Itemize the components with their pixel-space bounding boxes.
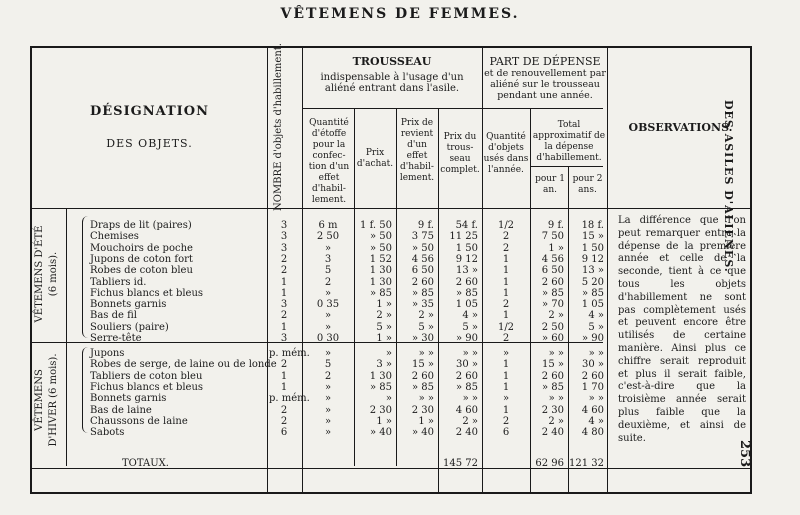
row-cell-q: » <box>324 415 332 427</box>
row-cell-pt: 2 » <box>462 415 478 427</box>
row-cell-pt: 13 » <box>455 265 478 277</box>
row-cell-pa: » 50 <box>369 242 392 254</box>
observation-text: La différence que l'on peut remarquer entre la dépense de la première année et celle de la seconde, tient à ce que tous les objets d'habillement ne sont pas complètement usés et peuvent encore être utilisés de certaine manière. Ainsi plus ce chiffre serait reproduit et plus il serait faible, c'est-à-dire que la troisième année serait plus faible que la deuxième, et ainsi de suite. <box>618 215 746 444</box>
row-cell-pt: 54 f. <box>455 220 478 231</box>
totals-row <box>32 458 754 469</box>
row-cell-pr: 5 » <box>418 321 434 333</box>
totals-label: TOTAUX. <box>122 458 169 469</box>
row-cell-q: » <box>324 321 332 333</box>
row-cell-a1: 2 60 <box>541 370 564 382</box>
header-rule <box>302 108 603 109</box>
row-cell-pa: 3 » <box>376 359 392 371</box>
row-cell-q: 2 <box>324 276 332 288</box>
row-cell-q: 6 m <box>318 220 338 231</box>
header-quantite: Quantité d'étoffe pour la confec- tion d'un effet d'habil- lement. <box>308 118 350 205</box>
row-cell-pr: 4 56 <box>411 253 434 265</box>
row-cell-a2: 1 70 <box>581 381 604 393</box>
row-designation: Tabliers de coton bleu <box>90 370 203 382</box>
header-trousseau-sub: indispensable à l'usage d'un aliéné entrant dans l'asile. <box>320 72 464 94</box>
row-designation: Bas de laine <box>90 404 152 416</box>
row-cell-n: 1 <box>280 287 288 299</box>
row-cell-qu: 1 <box>502 265 510 277</box>
row-cell-a2: 1 05 <box>581 299 604 311</box>
row-cell-qu: 6 <box>502 427 510 439</box>
row-cell-pr: 2 » <box>418 310 434 322</box>
row-designation: Mouchoirs de poche <box>90 242 193 254</box>
row-cell-pt: 2 40 <box>455 427 478 439</box>
row-cell-pt: » 90 <box>455 333 478 344</box>
row-cell-n: 2 <box>280 310 288 322</box>
row-cell-a2: 2 60 <box>581 370 604 382</box>
row-cell-pa: 1 30 <box>369 265 392 277</box>
totals-pour-1: 62 96 <box>535 458 564 469</box>
row-cell-pr: 3 75 <box>411 231 434 243</box>
row-cell-a1: » 85 <box>541 287 564 299</box>
page-title: VÊTEMENS DE FEMMES. <box>280 6 520 22</box>
row-cell-n: 3 <box>280 220 288 231</box>
row-cell-a1: 2 30 <box>541 404 564 416</box>
row-cell-a2: » » <box>588 393 604 405</box>
row-cell-a2: 18 f. <box>581 220 604 231</box>
row-cell-n: p. mém. <box>269 393 310 405</box>
row-cell-qu: 1 <box>502 287 510 299</box>
row-cell-q: » <box>324 348 332 359</box>
row-cell-qu: » <box>502 348 510 359</box>
row-cell-pa: » <box>385 348 392 359</box>
header-prix-trousseau: Prix du trous- seau complet. <box>440 132 480 175</box>
row-cell-q: » <box>324 381 332 393</box>
row-cell-pr: 6 50 <box>411 265 434 277</box>
row-cell-qu: 1 <box>502 404 510 416</box>
row-cell-qu: 2 <box>502 242 510 254</box>
row-cell-a1: » » <box>548 393 564 405</box>
row-designation: Souliers (paire) <box>90 321 169 333</box>
row-cell-q: 5 <box>324 265 332 277</box>
row-cell-pa: » 50 <box>369 231 392 243</box>
row-cell-q: 5 <box>324 359 332 371</box>
row-cell-q: 2 <box>324 370 332 382</box>
row-cell-pt: 11 25 <box>449 231 478 243</box>
row-cell-n: 2 <box>280 253 288 265</box>
row-cell-a2: 5 » <box>588 321 604 333</box>
row-cell-q: 0 35 <box>316 299 340 311</box>
page-number: 253 <box>737 440 752 468</box>
row-cell-q: » <box>324 404 332 416</box>
row-cell-qu: 1 <box>502 381 510 393</box>
row-cell-pt: » » <box>462 348 478 359</box>
header-nombre: NOMBRE d'objets d'habillement. <box>273 43 284 211</box>
row-designation: Bas de fil <box>90 310 137 322</box>
row-cell-qu: » <box>502 393 510 405</box>
row-cell-a1: 2 40 <box>541 427 564 439</box>
row-cell-pr: » 35 <box>411 299 434 311</box>
row-cell-pr: » 85 <box>411 287 434 299</box>
row-cell-pr: » » <box>418 393 434 405</box>
row-cell-qu: 1 <box>502 310 510 322</box>
row-cell-a2: 4 80 <box>581 427 604 439</box>
row-cell-n: 2 <box>280 359 288 371</box>
row-designation: Chemises <box>90 231 139 243</box>
row-cell-qu: 2 <box>502 415 510 427</box>
header-prix-achat: Prix d'achat. <box>356 148 394 169</box>
row-cell-a1: 4 56 <box>541 253 564 265</box>
row-cell-n: 3 <box>280 333 288 344</box>
row-cell-a1: 9 f. <box>547 220 564 231</box>
row-designation: Robes de coton bleu <box>90 265 193 277</box>
row-cell-q: » <box>324 242 332 254</box>
row-cell-a1: » 60 <box>541 333 564 344</box>
row-cell-pa: 2 » <box>376 310 392 322</box>
row-cell-pr: » » <box>418 348 434 359</box>
row-cell-a2: » 85 <box>581 287 604 299</box>
header-designation: DÉSIGNATION <box>90 104 209 119</box>
row-cell-pr: » 40 <box>411 427 434 439</box>
row-cell-pr: 2 60 <box>411 276 434 288</box>
header-quantite-usee: Quantité d'objets usés dans l'année. <box>483 132 529 175</box>
row-cell-a2: 15 » <box>581 231 604 243</box>
row-designation: Bonnets garnis <box>90 393 167 405</box>
row-cell-pa: 1 30 <box>369 276 392 288</box>
row-cell-a1: » » <box>548 348 564 359</box>
row-cell-n: 3 <box>280 299 288 311</box>
totals-pour-2: 121 32 <box>569 458 604 469</box>
header-pour-1: pour 1 an. <box>535 174 565 195</box>
row-cell-pt: » 85 <box>455 287 478 299</box>
row-designation: Sabots <box>90 427 125 439</box>
row-cell-pa: 1 30 <box>369 370 392 382</box>
row-cell-n: 6 <box>280 427 288 439</box>
row-cell-a1: » 85 <box>541 381 564 393</box>
header-rule <box>32 208 750 209</box>
row-cell-pa: 1 » <box>376 333 392 344</box>
row-cell-a1: 2 60 <box>541 276 564 288</box>
row-cell-a2: 4 60 <box>581 404 604 416</box>
row-cell-n: 3 <box>280 242 288 254</box>
row-cell-qu: 1 <box>502 253 510 265</box>
row-cell-a1: » 70 <box>541 299 564 311</box>
row-cell-a2: 4 » <box>588 415 604 427</box>
row-cell-a2: » 90 <box>581 333 604 344</box>
row-cell-a2: 4 » <box>588 310 604 322</box>
row-designation: Jupons <box>90 348 125 359</box>
row-cell-pt: 5 » <box>462 321 478 333</box>
row-cell-pt: 30 » <box>455 359 478 371</box>
data-table <box>30 43 752 494</box>
row-cell-a1: 2 50 <box>541 321 564 333</box>
row-cell-qu: 2 <box>502 231 510 243</box>
row-cell-a1: 15 » <box>541 359 564 371</box>
row-cell-a2: 30 » <box>581 359 604 371</box>
row-cell-pt: 2 60 <box>455 370 478 382</box>
row-cell-a2: 5 20 <box>581 276 604 288</box>
row-cell-pa: » 85 <box>369 287 392 299</box>
row-designation: Serre-tête <box>90 333 142 344</box>
row-cell-n: 1 <box>280 276 288 288</box>
row-cell-pt: » 85 <box>455 381 478 393</box>
row-cell-pr: » 85 <box>411 381 434 393</box>
row-cell-q: » <box>324 287 332 299</box>
row-cell-pa: 1 f. 50 <box>360 220 392 231</box>
row-designation: Tabliers id. <box>90 276 147 288</box>
row-cell-pt: 9 12 <box>455 253 478 265</box>
row-cell-pa: 2 30 <box>369 404 392 416</box>
row-cell-n: 3 <box>280 231 288 243</box>
row-cell-a1: 1 » <box>548 242 564 254</box>
row-cell-q: 0 30 <box>316 333 340 344</box>
row-cell-pt: » » <box>462 393 478 405</box>
row-designation: Fichus blancs et bleus <box>90 287 204 299</box>
row-cell-pr: » 50 <box>411 242 434 254</box>
row-cell-qu: 2 <box>502 333 510 344</box>
row-cell-pr: 9 f. <box>417 220 434 231</box>
row-cell-a2: 1 50 <box>581 242 604 254</box>
row-cell-a1: 6 50 <box>541 265 564 277</box>
row-cell-pa: » 40 <box>369 427 392 439</box>
row-cell-pt: 1 05 <box>455 299 478 311</box>
row-cell-pr: 2 60 <box>411 370 434 382</box>
row-cell-pt: 2 60 <box>455 276 478 288</box>
row-cell-a1: 2 » <box>548 415 564 427</box>
row-cell-n: 2 <box>280 265 288 277</box>
row-cell-n: p. mém. <box>269 348 310 359</box>
header-trousseau: TROUSSEAU <box>352 55 432 68</box>
row-designation: Robes de serge, de laine ou de londe <box>90 359 277 371</box>
row-cell-qu: 2 <box>502 299 510 311</box>
row-designation: Bonnets garnis <box>90 299 167 311</box>
row-designation: Jupons de coton fort <box>90 253 193 265</box>
row-cell-qu: 1/2 <box>497 220 515 231</box>
row-cell-pr: 1 » <box>418 415 434 427</box>
row-cell-n: 1 <box>280 370 288 382</box>
row-cell-pa: » 85 <box>369 381 392 393</box>
row-designation: Draps de lit (paires) <box>90 220 192 231</box>
header-part: PART DE DÉPENSE <box>489 55 601 68</box>
row-cell-pr: » 30 <box>411 333 434 344</box>
header-pour-2: pour 2 ans. <box>572 174 603 195</box>
group-label-hiver: VÊTEMENS D'HIVER (6 mois). <box>34 353 59 447</box>
row-cell-a1: 2 » <box>548 310 564 322</box>
row-cell-n: 1 <box>280 321 288 333</box>
row-cell-n: 2 <box>280 404 288 416</box>
row-cell-a2: 9 12 <box>581 253 604 265</box>
header-part-sub: et de renouvellement par aliéné sur le trousseau pendant une année. <box>484 68 606 101</box>
row-cell-q: » <box>324 393 332 405</box>
row-cell-n: 1 <box>280 381 288 393</box>
row-cell-pa: 5 » <box>376 321 392 333</box>
row-cell-pr: 15 » <box>411 359 434 371</box>
header-observations: OBSERVATIONS. <box>628 121 733 134</box>
row-cell-qu: 1 <box>502 370 510 382</box>
header-prix-revient: Prix de revient d'un effet d'habil- lement. <box>399 118 435 183</box>
row-designation: Chaussons de laine <box>90 415 188 427</box>
row-designation: Fichus blancs et bleus <box>90 381 204 393</box>
row-cell-a2: 13 » <box>581 265 604 277</box>
row-cell-q: 3 <box>324 253 332 265</box>
row-cell-q: » <box>324 310 332 322</box>
row-cell-n: 2 <box>280 415 288 427</box>
group-label-ete: VÊTEMENS D'ÉTÉ (6 mois). <box>34 225 59 323</box>
row-cell-pt: 4 60 <box>455 404 478 416</box>
totals-prix-trousseau: 145 72 <box>443 458 478 469</box>
row-cell-pt: 1 50 <box>455 242 478 254</box>
row-cell-a2: » » <box>588 348 604 359</box>
row-cell-pa: 1 » <box>376 299 392 311</box>
header-rule <box>530 166 603 167</box>
row-cell-qu: 1 <box>502 276 510 288</box>
row-cell-qu: 1 <box>502 359 510 371</box>
row-cell-pr: 2 30 <box>411 404 434 416</box>
row-cell-pt: 4 » <box>462 310 478 322</box>
header-total-approx: Total approximatif de la dépense d'habillement. <box>532 120 606 163</box>
row-cell-pa: 1 52 <box>369 253 392 265</box>
row-cell-a1: 7 50 <box>541 231 564 243</box>
row-cell-q: » <box>324 427 332 439</box>
row-cell-q: 2 50 <box>316 231 340 243</box>
row-cell-pa: » <box>385 393 392 405</box>
row-cell-pa: 1 » <box>376 415 392 427</box>
header-designation-sub: DES OBJETS. <box>106 137 193 150</box>
running-head: DES ASILES D'ALIÉNÉS. <box>722 100 735 273</box>
row-cell-qu: 1/2 <box>497 321 515 333</box>
